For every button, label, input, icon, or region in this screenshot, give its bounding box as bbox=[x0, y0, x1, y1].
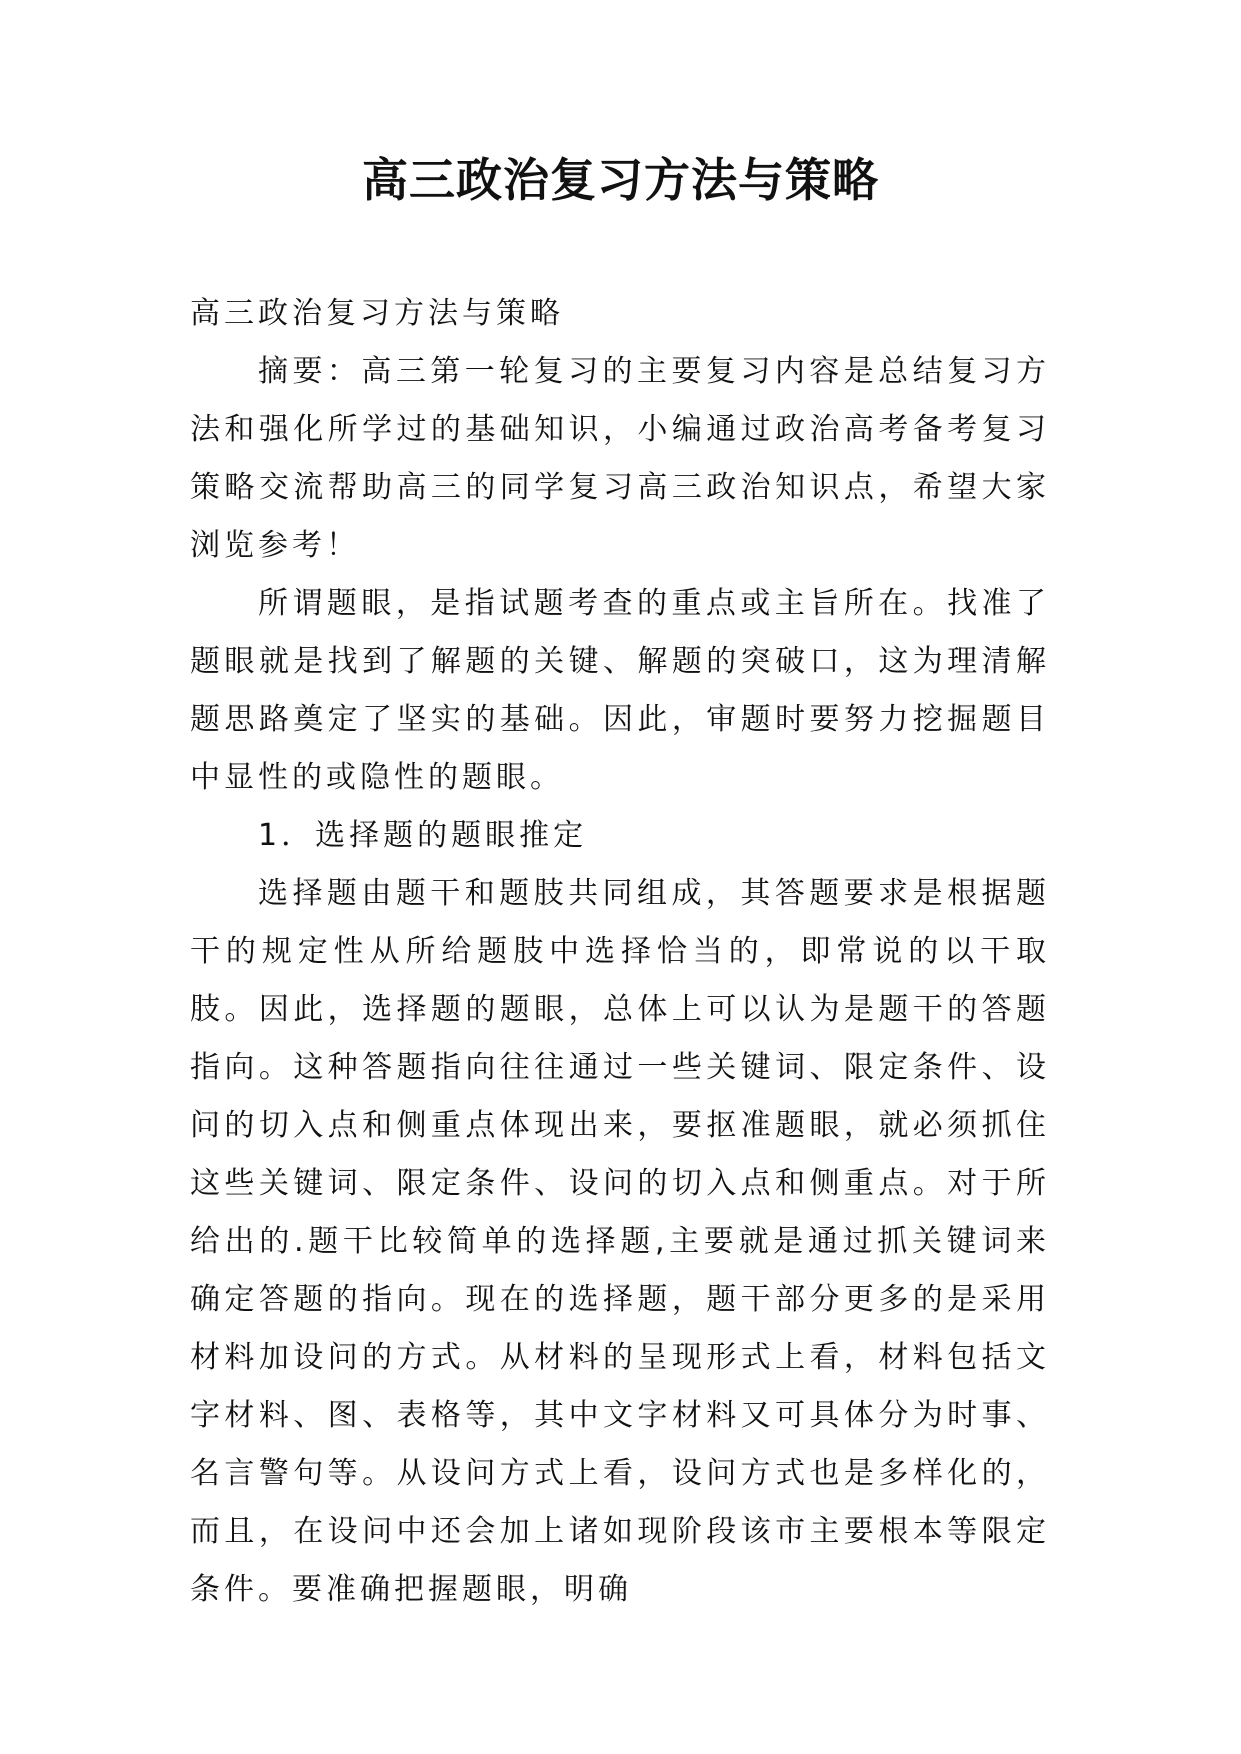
section-heading: 1．选择题的题眼推定 bbox=[258, 818, 588, 853]
body-paragraph: 选择题由题干和题肢共同组成，其答题要求是根据题干的规定性从所给题肢中选择恰当的，即常说的以干取肢。因此，选择题的题眼，总体上可以认为是题干的答题指向。这种答题指向往往通过一些关键词、限定条件、设问的切入点和侧重点体现出来，要抠准题眼，就必须抓住这些关键词、限定条件、设问的切入点和侧重点。对于所给出的.题干比较简单的选择题,主要就是通过抓关键词来确定答题的指向。现在的选择题，题干部分更多的是采用材料加设问的方式。从材料的呈现形式上看，材料包括文字材料、图、表格等，其中文字材料又可具体分为时事、名言警句等。从设问方式上看，设问方式也是多样化的，而且，在设问中还会加上诸如现阶段该市主要根本等限定条件。要准确把握题眼，明确 bbox=[190, 876, 1050, 1607]
document-body bbox=[190, 285, 1050, 1619]
abstract-paragraph: 摘要：高三第一轮复习的主要复习内容是总结复习方法和强化所学过的基础知识，小编通过政治高考备考复习策略交流帮助高三的同学复习高三政治知识点，希望大家浏览参考！ bbox=[190, 354, 1050, 563]
body-paragraph: 所谓题眼，是指试题考查的重点或主旨所在。找准了题眼就是找到了解题的关键、解题的突破口，这为理清解题思路奠定了坚实的基础。因此，审题时要努力挖掘题目中显性的或隐性的题眼。 bbox=[190, 586, 1050, 795]
document-title: 高三政治复习方法与策略 bbox=[362, 153, 879, 207]
subtitle-line: 高三政治复习方法与策略 bbox=[190, 296, 564, 331]
